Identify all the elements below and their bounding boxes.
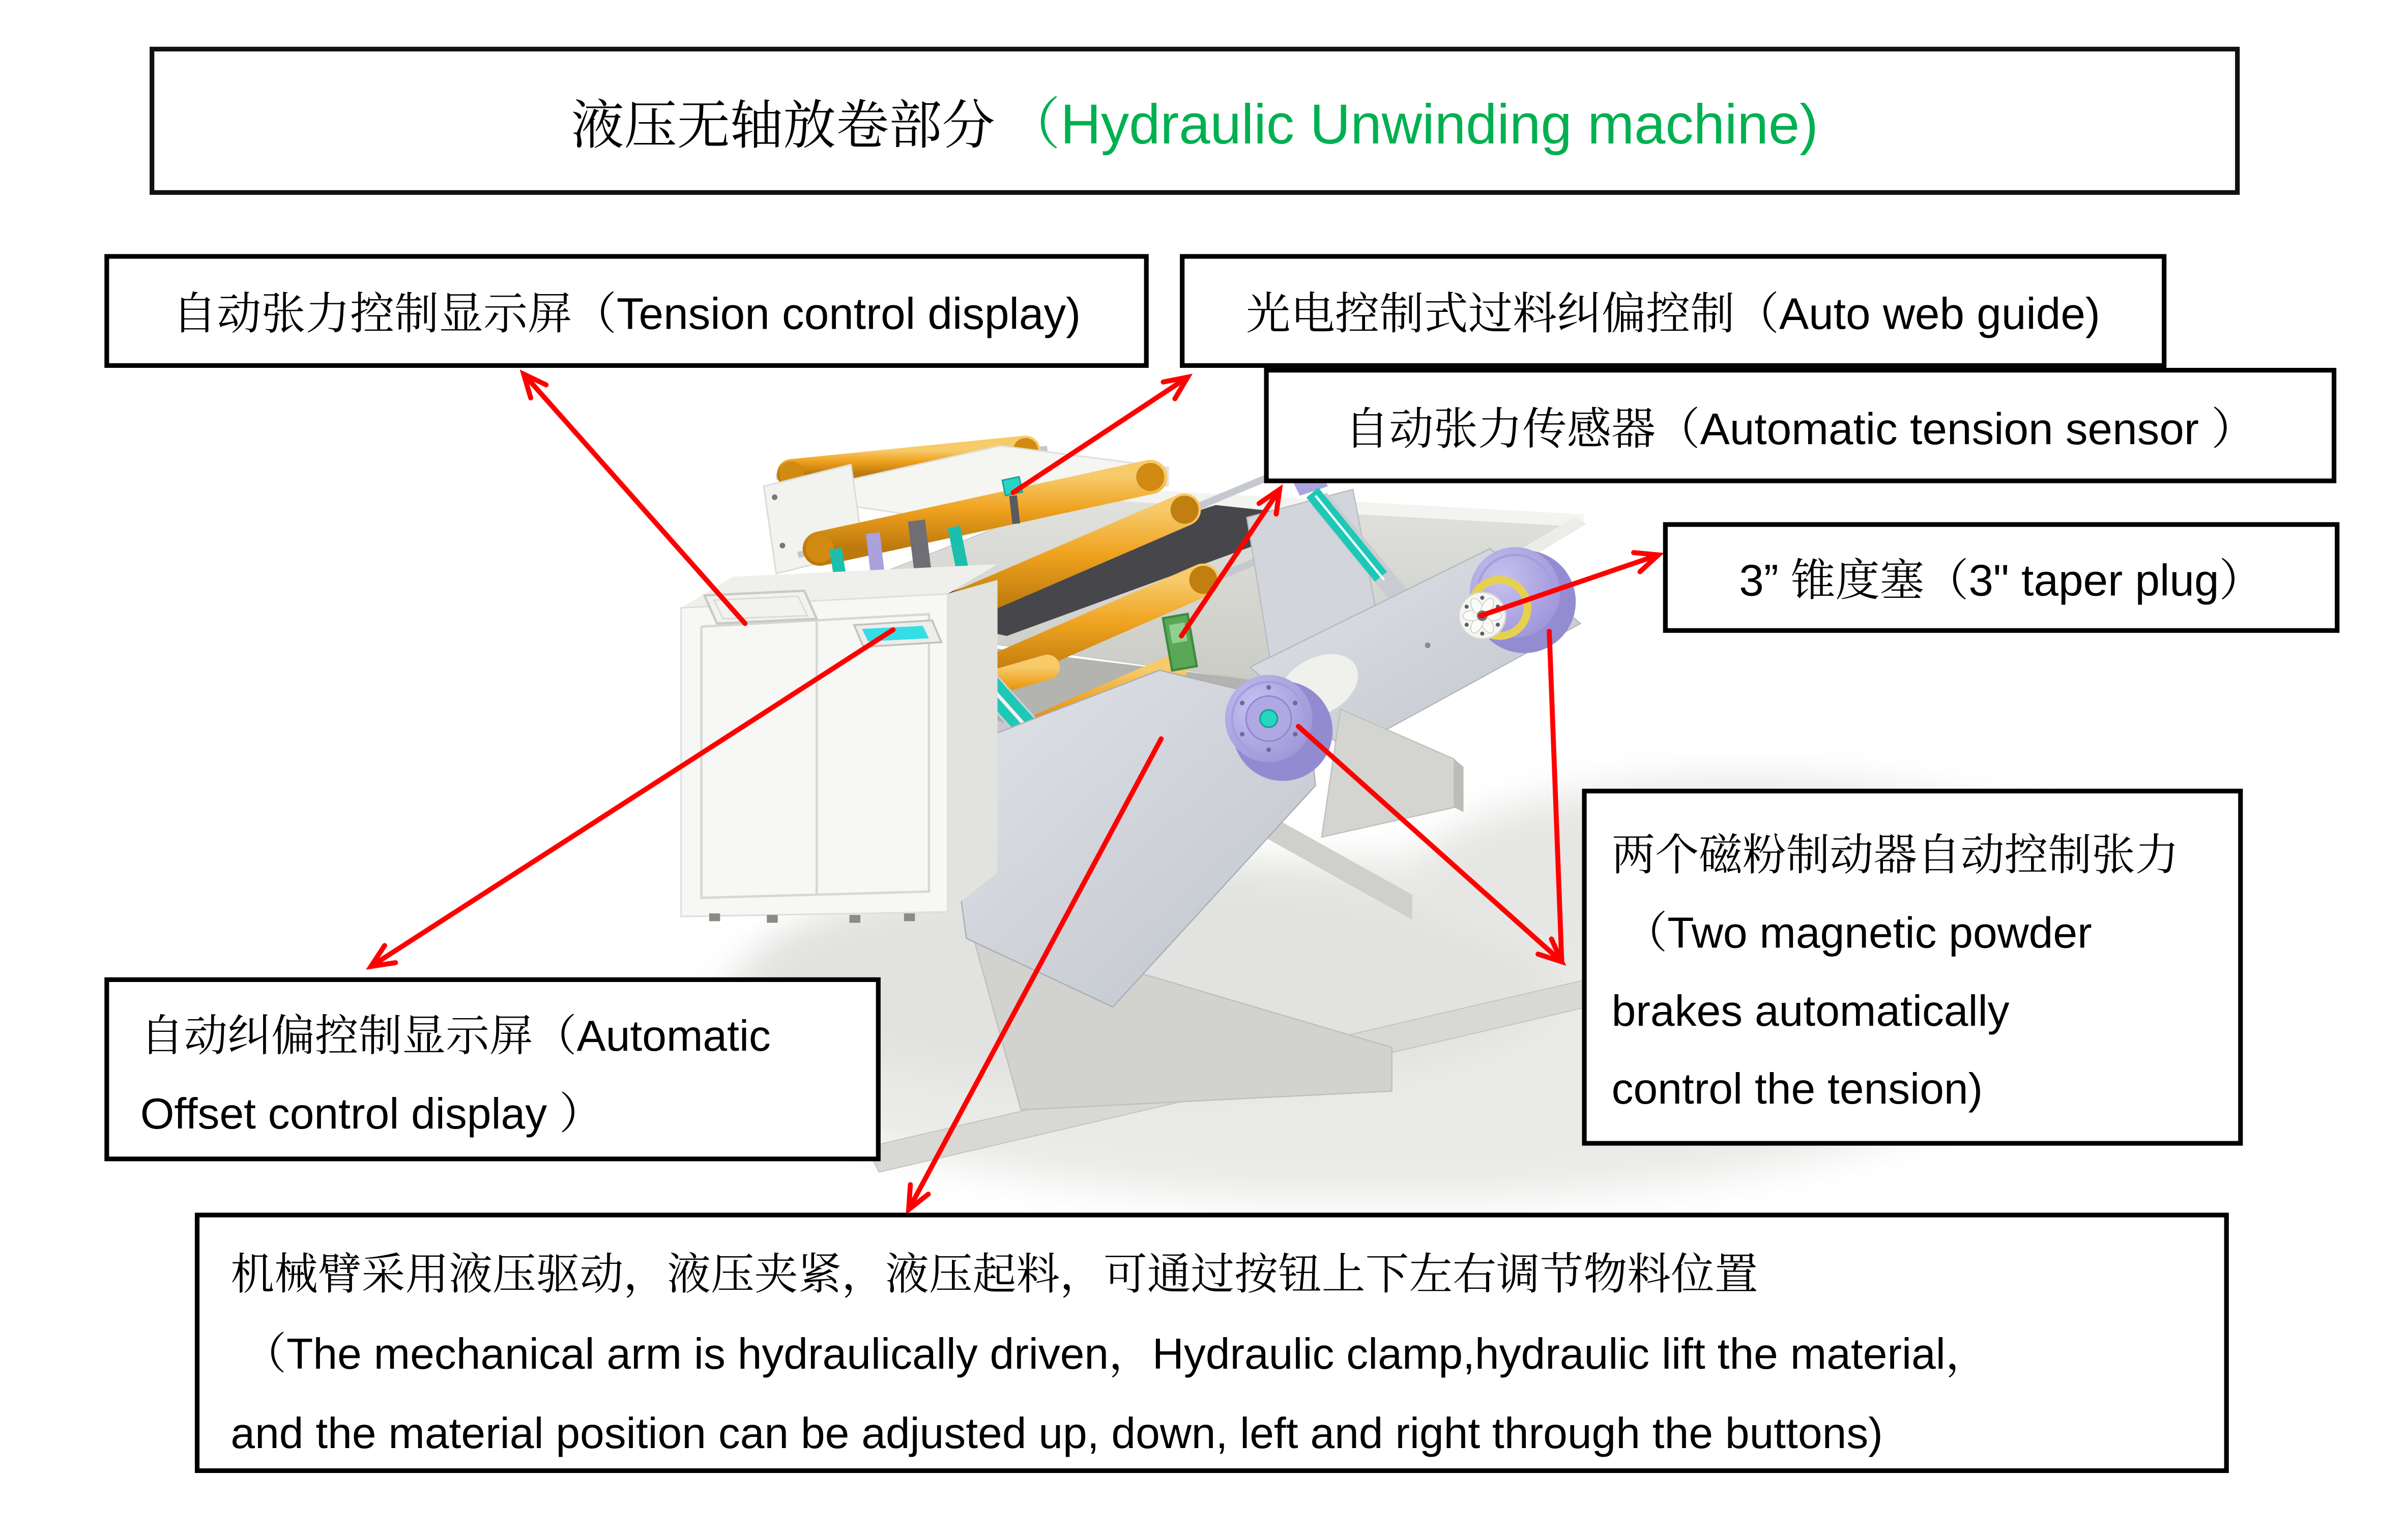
callout-tension-sensor: [1264, 368, 2336, 483]
callout-offset-display: [104, 977, 881, 1161]
title-en: （Hydraulic Unwinding machine): [1004, 92, 1818, 156]
callout-label-line: brakes automatically: [1611, 987, 2010, 1035]
callout-label-line: （Two magnetic powder: [1611, 909, 2092, 957]
callout-label-line: 自动纠偏控制显示屏（Automatic: [140, 1012, 771, 1060]
callout-label-line: control the tension): [1611, 1064, 1983, 1113]
callout-magnetic-brakes: [1582, 789, 2243, 1146]
callout-label-line: 机械臂采用液压驱动，液压夹紧，液压起料，可通过按钮上下左右调节物料位置: [230, 1250, 1758, 1298]
cabinet-side: [948, 580, 998, 912]
callout-label-line: 两个磁粉制动器自动控制张力: [1611, 830, 2179, 879]
callout-label-line: and the material position can be adjusted up, down, left and right through the buttons): [230, 1409, 1883, 1458]
callout-label: 自动张力传感器（Automatic tension sensor ）: [1345, 404, 2256, 455]
support-triangle-right: [1322, 709, 1464, 837]
arrow-tension-display: [524, 374, 745, 623]
callout-label: 3” 锥度塞（3" taper plug）: [1739, 556, 2264, 606]
callout-mechanical-arm: [195, 1212, 2229, 1473]
control-cabinet: [681, 564, 998, 923]
callout-label: 自动张力控制显示屏（Tension control display): [172, 290, 1081, 340]
callout-web-guide: [1180, 254, 2166, 368]
guide-post-dark: [916, 521, 922, 570]
callout-taper-plug: [1663, 522, 2340, 633]
callout-tension-display: [104, 254, 1149, 368]
callout-label-line: （The mechanical arm is hydraulically driven，Hydraulic clamp,hydraulic lift the material，: [230, 1330, 1989, 1378]
title-box: [150, 47, 2240, 195]
brake-center-teal: [1260, 710, 1278, 727]
title-zh: 液压无轴放卷部分: [571, 96, 995, 156]
callout-label: 光电控制式过料纠偏控制（Auto web guide): [1246, 290, 2101, 340]
callout-label-line: Offset control display ）: [140, 1089, 603, 1138]
